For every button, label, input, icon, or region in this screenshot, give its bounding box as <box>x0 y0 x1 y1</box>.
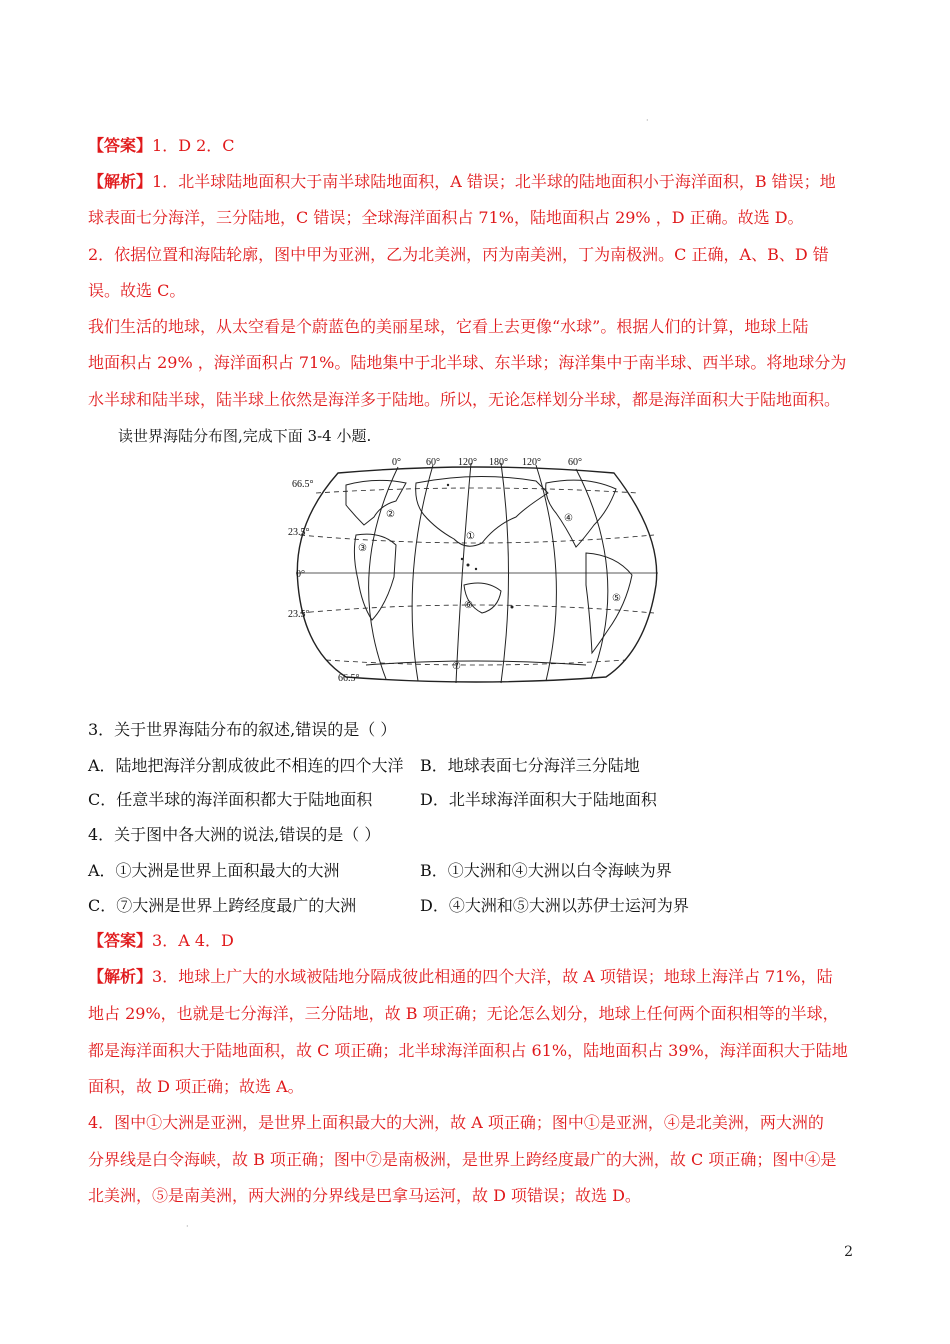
explain-tag: 【解析】 <box>88 172 153 191</box>
q3-option-d: D．北半球海洋面积大于陆地面积 <box>420 790 657 809</box>
map-top-label: 0° <box>392 457 401 468</box>
map-top-label: 120° <box>458 457 477 468</box>
answer-text: 1．D 2．C <box>152 136 235 155</box>
question-intro: 读世界海陆分布图,完成下面 3-4 小题. <box>118 427 372 445</box>
map-lat-label: 23.5° <box>288 527 310 538</box>
answer-tag: 【答案】 <box>88 931 153 950</box>
explain-1-line-4: 我们生活的地球，从太空看是个蔚蓝色的美丽星球，它看上去更像“水球”。根据人们的计算，地球上陆 <box>88 317 809 336</box>
map-marker-6: ⑥ <box>464 600 473 611</box>
q4-option-c: C．⑦大洲是世界上跨经度最广的大洲 <box>88 896 357 915</box>
explain-2-line-0 <box>88 967 833 987</box>
map-marker-2: ② <box>386 509 395 520</box>
question-4-stem: 4．关于图中各大洲的说法,错误的是（ ） <box>88 825 381 844</box>
map-marker-1: ① <box>466 531 475 542</box>
answer-1 <box>88 136 235 156</box>
map-lat-label: 66.5° <box>292 479 314 490</box>
map-marker-4: ④ <box>564 513 573 524</box>
map-marker-3: ③ <box>358 543 367 554</box>
answer-2 <box>88 931 234 951</box>
explain-1-line-2: 2．依据位置和海陆轮廓，图中甲为亚洲，乙为北美洲，丙为南美洲，丁为南极洲。C 正确，A、B、D 错 <box>88 245 829 264</box>
explain-text: 3．地球上广大的水域被陆地分隔成彼此相通的四个大洋，故 A 项错误；地球上海洋占 71%，陆 <box>152 967 833 986</box>
page-number: 2 <box>844 1244 853 1260</box>
explain-1-line-0 <box>88 172 836 192</box>
q3-option-b: B．地球表面七分海洋三分陆地 <box>420 756 640 775</box>
scan-dot: · <box>186 1222 189 1231</box>
explain-2-line-6: 北美洲，⑤是南美洲，两大洲的分界线是巴拿马运河，故 D 项错误；故选 D。 <box>88 1186 641 1205</box>
explain-1-line-3: 误。故选 C。 <box>88 281 186 300</box>
map-top-label: 180° <box>489 457 508 468</box>
map-top-label: 60° <box>426 457 440 468</box>
q4-option-b: B．①大洲和④大洲以白令海峡为界 <box>420 861 672 880</box>
explain-2-line-2: 都是海洋面积大于陆地面积，故 C 项正确；北半球海洋面积占 61%，陆地面积占 39%，海洋面积大于陆地 <box>88 1041 848 1060</box>
map-lat-label: 0° <box>296 569 305 580</box>
answer-tag: 【答案】 <box>88 136 153 155</box>
map-marker-7: ⑦ <box>452 661 461 672</box>
explain-text: 1．北半球陆地面积大于南半球陆地面积，A 错误；北半球的陆地面积小于海洋面积，B 错误；地 <box>152 172 836 191</box>
explain-1-line-5: 地面积占 29% ，海洋面积占 71%。陆地集中于北半球、东半球；海洋集中于南半球、西半球。将地球分为 <box>88 353 847 372</box>
map-top-label: 60° <box>568 457 582 468</box>
explain-2-line-3: 面积，故 D 项正确；故选 A。 <box>88 1077 304 1096</box>
map-top-label: 120° <box>522 457 541 468</box>
map-lat-label: 23.5° <box>288 609 310 620</box>
explain-2-line-4: 4．图中①大洲是亚洲，是世界上面积最大的大洲，故 A 项正确；图中①是亚洲，④是北美洲，两大洲的 <box>88 1113 824 1132</box>
scan-dot: · <box>646 116 649 125</box>
explain-2-line-1: 地占 29%，也就是七分海洋，三分陆地，故 B 项正确；无论怎么划分，地球上任何两个面积相等的半球， <box>88 1004 839 1023</box>
explain-1-line-1: 球表面七分海洋，三分陆地，C 错误；全球海洋面积占 71%，陆地面积占 29% ，D 正确。故选 D。 <box>88 208 804 227</box>
map-marker-5: ⑤ <box>612 593 621 604</box>
explain-tag: 【解析】 <box>88 967 153 986</box>
explain-2-line-5: 分界线是白令海峡，故 B 项正确；图中⑦是南极洲，是世界上跨经度最广的大洲，故 C 项正确；图中④是 <box>88 1150 837 1169</box>
q4-option-d: D．④大洲和⑤大洲以苏伊士运河为界 <box>420 896 689 915</box>
explain-1-line-6: 水半球和陆半球，陆半球上依然是海洋多于陆地。所以，无论怎样划分半球，都是海洋面积大于陆地面积。 <box>88 390 841 409</box>
q3-option-c: C．任意半球的海洋面积都大于陆地面积 <box>88 790 373 809</box>
world-map-figure <box>286 455 666 687</box>
q3-option-a: A．陆地把海洋分割成彼此不相连的四个大洋 <box>88 756 404 775</box>
map-lat-label: 66.5° <box>338 673 360 684</box>
q4-option-a: A．①大洲是世界上面积最大的大洲 <box>88 861 340 880</box>
question-3-stem: 3．关于世界海陆分布的叙述,错误的是（ ） <box>88 720 397 739</box>
answer-text: 3．A 4．D <box>152 931 234 950</box>
